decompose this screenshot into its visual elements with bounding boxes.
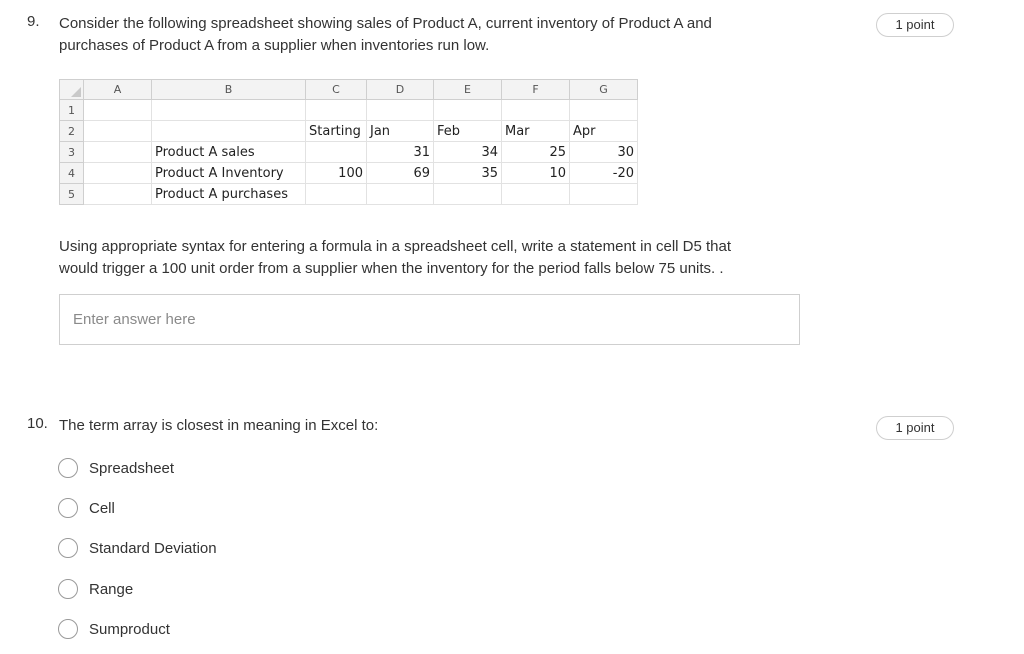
row-header: 2 [60, 121, 84, 142]
cell [84, 100, 152, 121]
cell [84, 163, 152, 184]
cell-f2: Mar [502, 121, 570, 142]
question-10-text: The term array is closest in meaning in Excel to: [59, 417, 379, 434]
option-label: Spreadsheet [89, 459, 175, 477]
question-9-text-line2: purchases of Product A from a supplier when inventories run low. [59, 37, 490, 54]
cell-b5: Product A purchases [152, 184, 306, 205]
question-9-text-line1: Consider the following spreadsheet showing sales of Product A, current inventory of Product A and [59, 15, 712, 32]
cell-d2: Jan [367, 121, 434, 142]
radio-button[interactable] [58, 619, 78, 639]
cell-e4: 35 [434, 163, 502, 184]
select-all-corner [60, 80, 84, 100]
cell [152, 100, 306, 121]
option-label: Sumproduct [89, 620, 170, 638]
cell-c2: Starting [306, 121, 367, 142]
sheet-row-2 [60, 121, 638, 142]
option-label: Range [89, 580, 134, 598]
cell-c4: 100 [306, 163, 367, 184]
sheet-row-4 [60, 163, 638, 184]
option-cell[interactable] [58, 496, 115, 520]
answer-input[interactable] [59, 294, 800, 345]
column-header-b: B [152, 80, 306, 100]
column-header-e: E [434, 80, 502, 100]
cell [152, 121, 306, 142]
cell [84, 184, 152, 205]
radio-button[interactable] [58, 498, 78, 518]
option-label: Cell [89, 499, 115, 517]
option-spreadsheet[interactable] [58, 456, 174, 480]
cell-d5 [367, 184, 434, 205]
question-10-number: 10. [27, 415, 48, 432]
cell [570, 184, 638, 205]
cell [306, 142, 367, 163]
row-header: 1 [60, 100, 84, 121]
cell [84, 121, 152, 142]
cell-e2: Feb [434, 121, 502, 142]
question-9-number: 9. [27, 13, 40, 30]
cell-b4: Product A Inventory [152, 163, 306, 184]
cell [306, 184, 367, 205]
cell-d4: 69 [367, 163, 434, 184]
cell [434, 184, 502, 205]
cell-d3: 31 [367, 142, 434, 163]
radio-button[interactable] [58, 458, 78, 478]
question-9-prompt-line1: Using appropriate syntax for entering a formula in a spreadsheet cell, write a statement in cell D5 that [59, 238, 732, 255]
option-sumproduct[interactable] [58, 617, 170, 641]
cell [367, 100, 434, 121]
sheet-row-5 [60, 184, 638, 205]
option-standard-deviation[interactable] [58, 536, 217, 560]
question-9-points-badge: 1 point [876, 13, 954, 37]
cell-g4: -20 [570, 163, 638, 184]
question-9-prompt-line2: would trigger a 100 unit order from a supplier when the inventory for the period falls below 75 units. . [59, 260, 724, 277]
cell-g3: 30 [570, 142, 638, 163]
cell [502, 184, 570, 205]
column-header-f: F [502, 80, 570, 100]
cell [84, 142, 152, 163]
cell-e3: 34 [434, 142, 502, 163]
row-header: 4 [60, 163, 84, 184]
question-10-points-badge: 1 point [876, 416, 954, 440]
cell [434, 100, 502, 121]
radio-button[interactable] [58, 538, 78, 558]
cell-b3: Product A sales [152, 142, 306, 163]
column-header-c: C [306, 80, 367, 100]
question-9-prompt [59, 236, 731, 280]
option-label: Standard Deviation [89, 539, 217, 557]
question-9-text [59, 13, 712, 57]
column-header-d: D [367, 80, 434, 100]
sheet-row-3 [60, 142, 638, 163]
cell-f3: 25 [502, 142, 570, 163]
cell [306, 100, 367, 121]
cell-f4: 10 [502, 163, 570, 184]
cell [570, 100, 638, 121]
radio-button[interactable] [58, 579, 78, 599]
spreadsheet-image [59, 79, 639, 210]
column-header-a: A [84, 80, 152, 100]
row-header: 5 [60, 184, 84, 205]
row-header: 3 [60, 142, 84, 163]
column-header-row [60, 80, 638, 100]
column-header-g: G [570, 80, 638, 100]
sheet-row-1 [60, 100, 638, 121]
spreadsheet-table [59, 79, 638, 205]
cell-g2: Apr [570, 121, 638, 142]
option-range[interactable] [58, 577, 133, 601]
cell [502, 100, 570, 121]
